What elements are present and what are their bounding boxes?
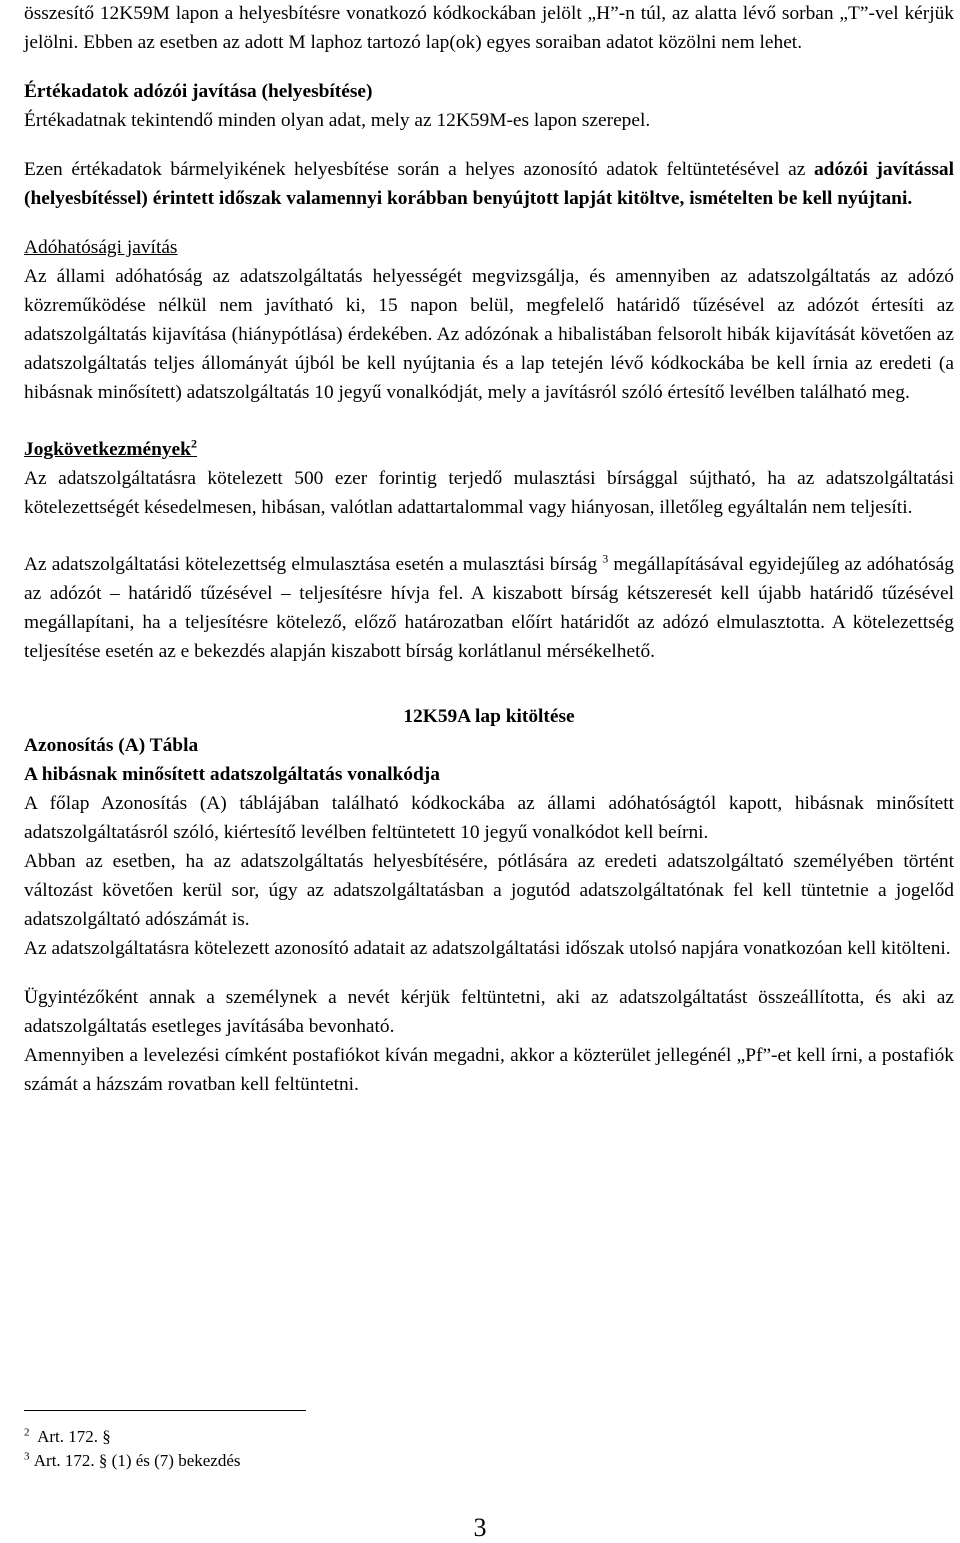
- text-azonosito-adatok: Az adatszolgáltatásra kötelezett azonosító adatait az adatszolgáltatási időszak utolsó napjára vonatkozóan kell kitölteni.: [24, 938, 951, 959]
- mulasztas-text-b: megállapításával egyidejűleg az adóhatóság az adózót – határidő tűzésével – teljesítésre hívja fel. A kiszabott bírság kétszeresét kell újabb határidő tűzésével megállapítani, ha a teljesítésre kötelező, előző határozatban előírt határidőt az adózó elmulasztotta. A kötelezettség teljesítése esetén az e bekezdés alapján kiszabott bírság korlátlanul mérsékelhető.: [24, 554, 954, 662]
- footnote-2-text: Art. 172. §: [37, 1427, 111, 1446]
- text-ugyintezo: Ügyintézőként annak a személynek a nevét kérjük feltüntetni, aki az adatszolgáltatást összeállította, és aki az adatszolgáltatás esetleges javításába bevonható.: [24, 987, 954, 1037]
- section-heading-adozoi-javitas: Értékadatok adózói javítása (helyesbítése): [24, 81, 373, 102]
- section-title-12k59a: 12K59A lap kitöltése: [403, 706, 575, 727]
- footnote-2-number: 2: [24, 1426, 30, 1439]
- section-heading-jogkovetkezmenyek: [24, 435, 954, 464]
- intro-paragraph: összesítő 12K59M lapon a helyesbítésre vonatkozó kódkockában jelölt „H”-n túl, az alatta lévő sorban „T”-vel kérjük jelölni. Ebben az esetben az adott M laphoz tartozó lap(ok) egyes soraiban adatot közölni nem lehet.: [24, 3, 954, 53]
- text-vonalkod: A főlap Azonosítás (A) táblájában található kódkockába az állami adóhatóságtól kapott, hibásnak minősített adatszolgáltatásról szóló, kiértesítő levélben feltüntetett 10 jegyű vonalkódot kell beírni.: [24, 793, 954, 843]
- section-paragraph-helyesbites: [24, 155, 954, 213]
- text-postafiok: Amennyiben a levelezési címként postafiókot kíván megadni, akkor a közterület jellegénél „Pf”-et kell írni, a postafiók számát a házszám rovatban kell feltüntetni.: [24, 1045, 954, 1095]
- document-page: [24, 0, 954, 1470]
- subheading-azonositas: Azonosítás (A) Tábla: [24, 735, 199, 756]
- footnote-3-number: 3: [24, 1450, 30, 1463]
- mulasztas-text-a: Az adatszolgáltatási kötelezettség elmulasztása esetén a mulasztási bírság: [24, 554, 598, 575]
- section-heading-adohatosagi-javitas: Adóhatósági javítás: [24, 237, 178, 258]
- section-text-mulasztas: [24, 550, 954, 666]
- section-text-ertekadat: Értékadatnak tekintendő minden olyan adat, mely az 12K59M-es lapon szerepel.: [24, 110, 651, 131]
- helyesbites-bold-text: adózói javítással (helyesbítéssel) érintett időszak valamennyi korábban benyújtott lapját kitöltve, ismételten be kell nyújtani.: [24, 159, 954, 209]
- footnote-separator: [24, 1410, 306, 1411]
- footnote-ref-2: 2: [190, 436, 197, 451]
- section-text-birsag: Az adatszolgáltatásra kötelezett 500 ezer forintig terjedő mulasztási bírsággal sújtható, ha az adatszolgáltatási kötelezettségét késedelmesen, hibásan, valótlan adattartalommal vagy hiányosan, illetőleg egyáltalán nem teljesíti.: [24, 468, 954, 518]
- subheading-vonalkod: A hibásnak minősített adatszolgáltatás vonalkódja: [24, 764, 440, 785]
- section-text-adohatosagi-javitas: Az állami adóhatóság az adatszolgáltatás helyességét megvizsgálja, és amennyiben az adatszolgáltatás az adózó közreműködése nélkül nem javítható ki, 15 napon belül, megfelelő határidő tűzésével az adózót értesíti az adatszolgáltatás kijavítása (hiánypótlása) érdekében. Az adózónak a hibalistában felsorolt hibák kijavítását követően az adatszolgáltatás teljes állományát újból be kell nyújtania és a lap tetején lévő kódkockába be kell írnia az eredeti (a hibásnak minősített) adatszolgáltatás 10 jegyű vonalkódját, mely a javításról szóló értesítő levélben található meg.: [24, 266, 954, 403]
- footnote-ref-3: 3: [602, 551, 609, 566]
- page-number: 3: [473, 1513, 487, 1542]
- footnote-3-text: Art. 172. § (1) és (7) bekezdés: [33, 1451, 241, 1470]
- jogkovetkezmenyek-label: Jogkövetkezmények: [24, 439, 191, 460]
- text-jogutod: Abban az esetben, ha az adatszolgáltatás helyesbítésére, pótlására az eredeti adatszolgáltató személyében történt változást követően kerül sor, úgy az adatszolgáltatásban a jogutód adatszolgáltatónak fel kell tüntetnie a jogelőd adatszolgáltató adószámát is.: [24, 851, 954, 930]
- helyesbites-normal-text: Ezen értékadatok bármelyikének helyesbítése során a helyes azonosító adatok feltüntetésével az: [24, 159, 806, 180]
- footnote-2: [24, 1424, 111, 1449]
- footnote-3: [24, 1448, 241, 1473]
